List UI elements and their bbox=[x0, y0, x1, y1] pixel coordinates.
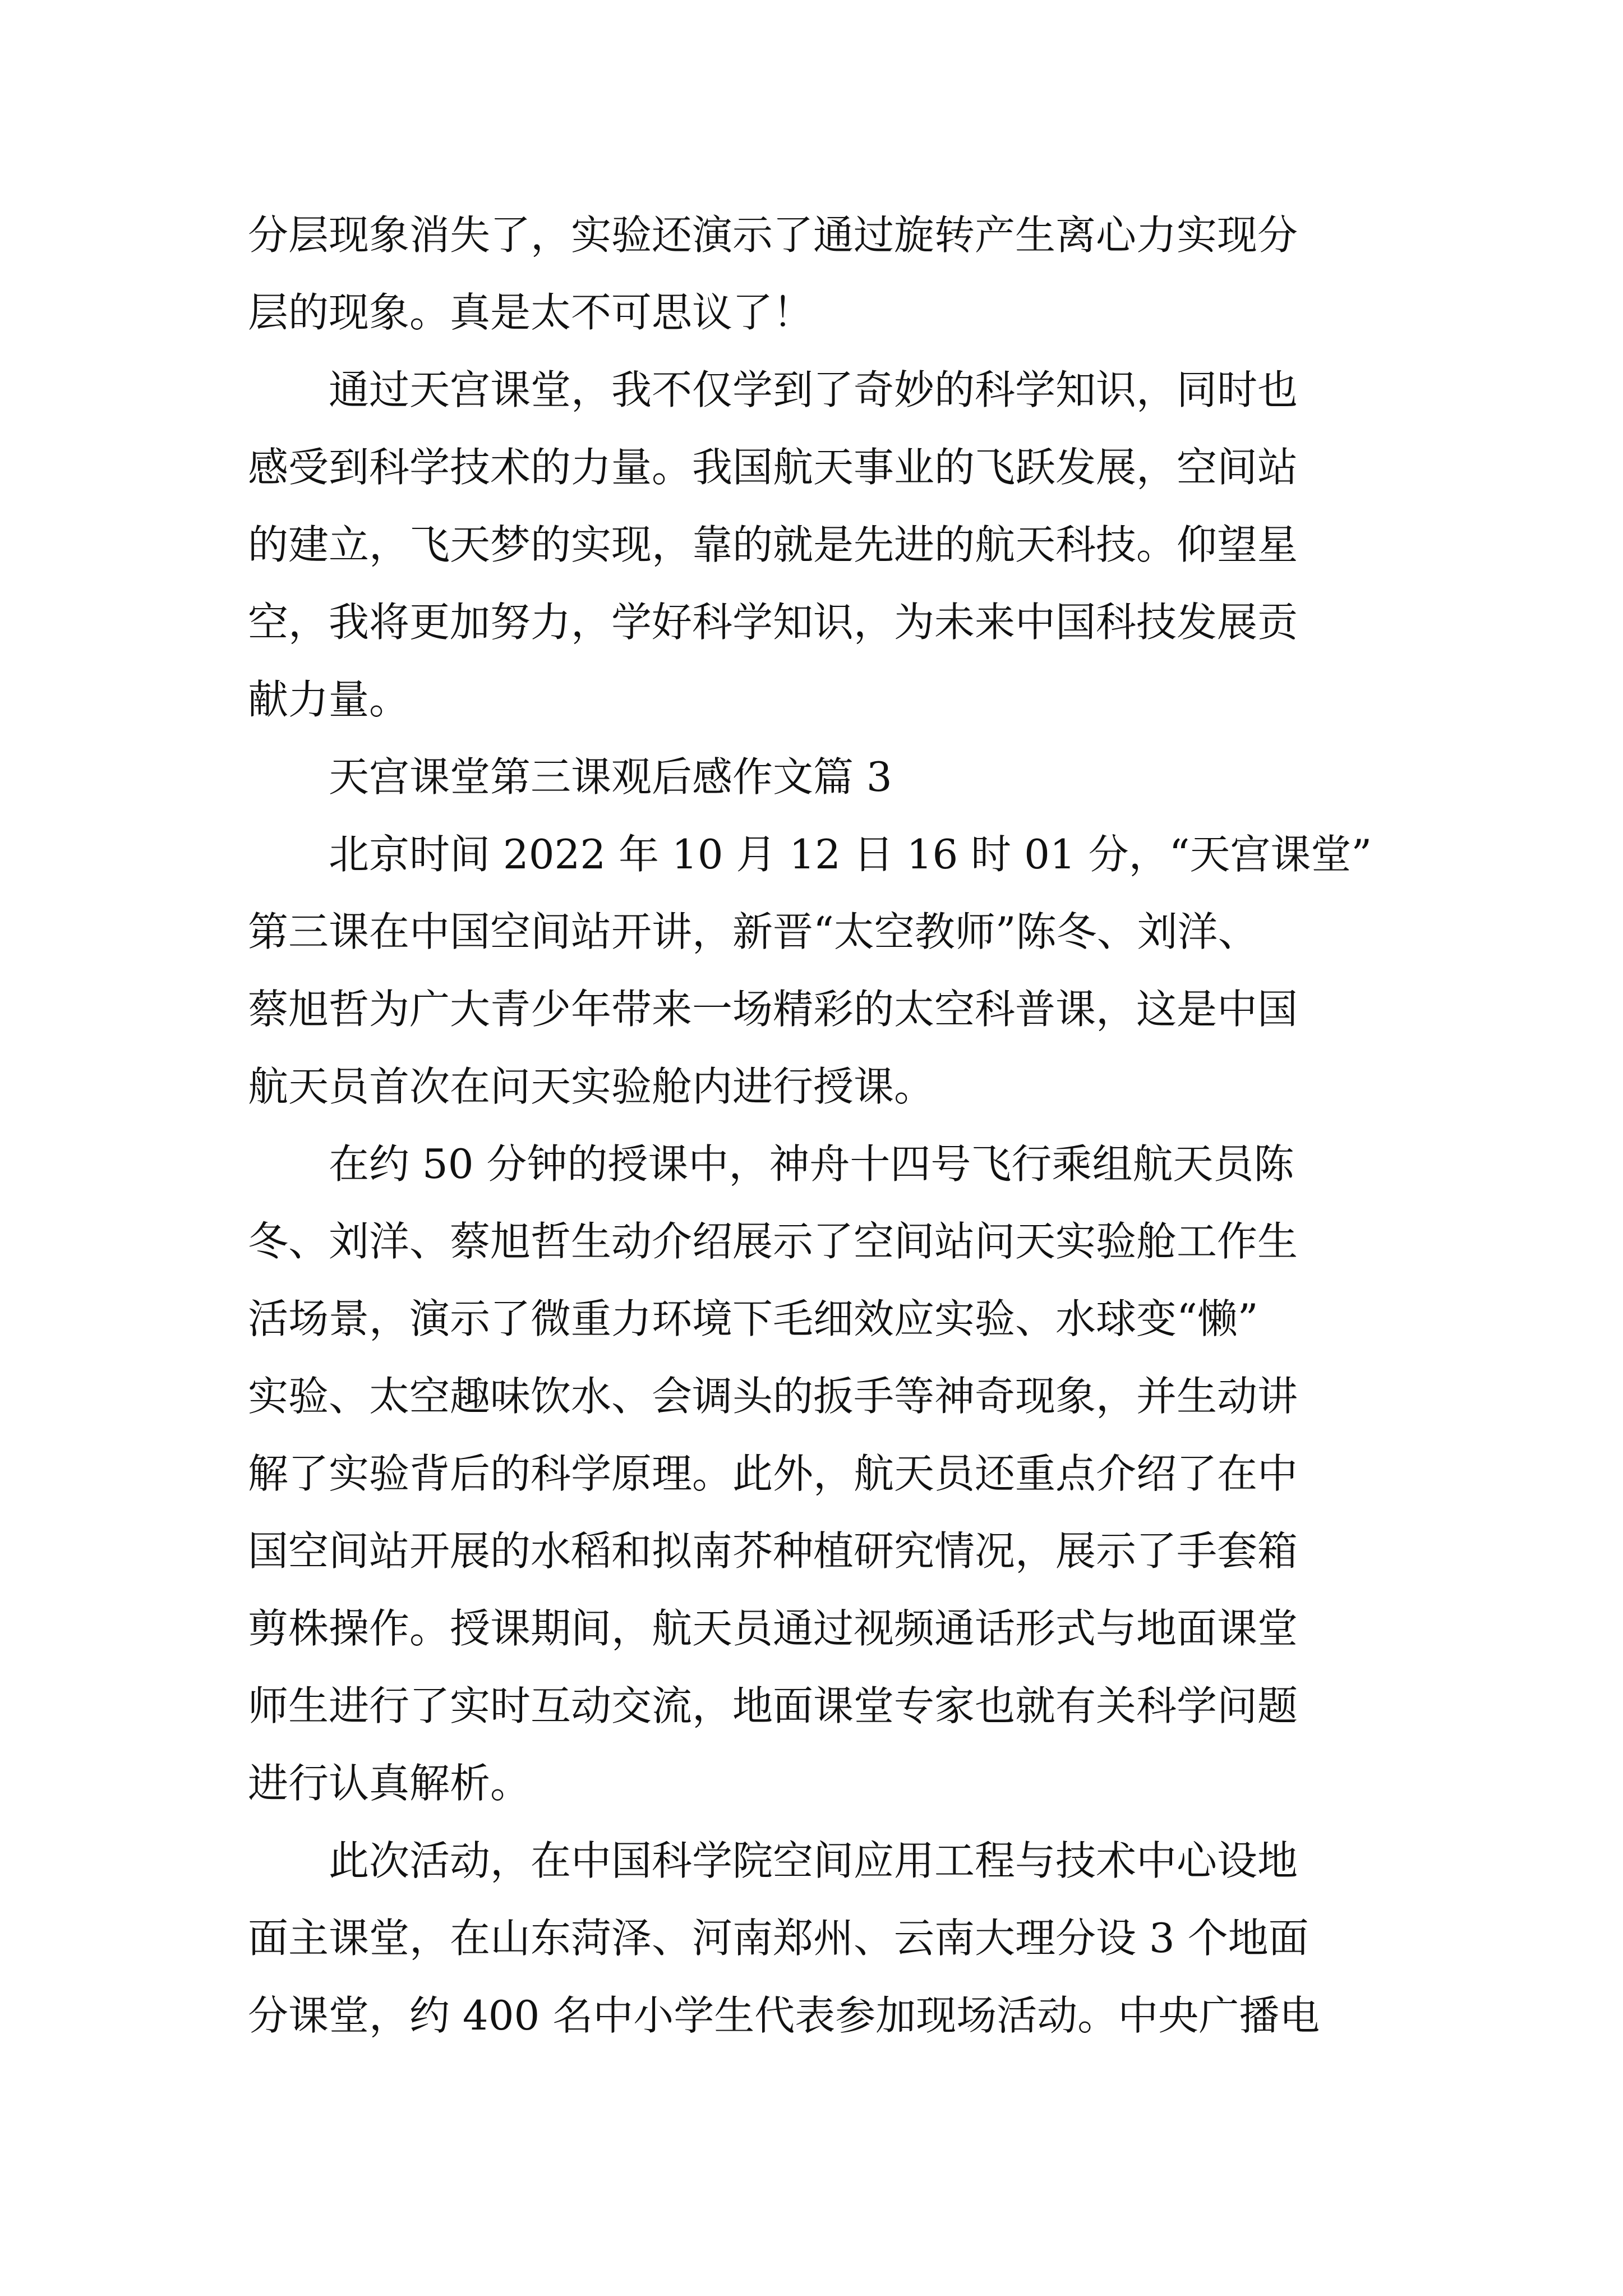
paragraph-line: 分层现象消失了，实验还演示了通过旋转产生离心力实现分 bbox=[248, 211, 1298, 259]
paragraph-line: 分课堂，约 400 名中小学生代表参加现场活动。中央广播电 bbox=[248, 1992, 1320, 2039]
paragraph-line: 冬、刘洋、蔡旭哲生动介绍展示了空间站问天实验舱工作生 bbox=[248, 1218, 1298, 1265]
paragraph-line: 献力量。 bbox=[248, 676, 410, 723]
document-body bbox=[248, 196, 1386, 2054]
paragraph-line: 蔡旭哲为广大青少年带来一场精彩的太空科普课，这是中国 bbox=[248, 986, 1298, 1033]
paragraph-line: 的建立，飞天梦的实现，靠的就是先进的航天科技。仰望星 bbox=[248, 521, 1298, 568]
paragraph-line: 解了实验背后的科学原理。此外，航天员还重点介绍了在中 bbox=[248, 1450, 1298, 1497]
paragraph-line: 师生进行了实时互动交流，地面课堂专家也就有关科学问题 bbox=[248, 1682, 1298, 1729]
paragraph-line: 剪株操作。授课期间，航天员通过视频通话形式与地面课堂 bbox=[248, 1605, 1298, 1652]
paragraph-line: 感受到科学技术的力量。我国航天事业的飞跃发展，空间站 bbox=[248, 444, 1298, 491]
paragraph-line: 此次活动，在中国科学院空间应用工程与技术中心设地 bbox=[329, 1837, 1298, 1884]
paragraph-line: 通过天宫课堂，我不仅学到了奇妙的科学知识，同时也 bbox=[329, 366, 1298, 413]
paragraph-line: 在约 50 分钟的授课中，神舟十四号飞行乘组航天员陈 bbox=[329, 1140, 1294, 1188]
paragraph-line: 面主课堂，在山东菏泽、河南郑州、云南大理分设 3 个地面 bbox=[248, 1915, 1309, 1962]
section-heading: 天宫课堂第三课观后感作文篇 3 bbox=[329, 753, 892, 800]
paragraph-line: 航天员首次在问天实验舱内进行授课。 bbox=[248, 1063, 935, 1110]
paragraph-line: 北京时间 2022 年 10 月 12 日 16 时 01 分，“天宫课堂” bbox=[329, 831, 1372, 878]
paragraph-line: 活场景，演示了微重力环境下毛细效应实验、水球变“懒” bbox=[248, 1295, 1258, 1342]
paragraph-line: 层的现象。真是太不可思议了！ bbox=[248, 289, 814, 336]
paragraph-line: 空，我将更加努力，学好科学知识，为未来中国科技发展贡 bbox=[248, 599, 1298, 646]
paragraph-line: 第三课在中国空间站开讲，新晋“太空教师”陈冬、刘洋、 bbox=[248, 908, 1258, 955]
paragraph-line: 国空间站开展的水稻和拟南芥种植研究情况，展示了手套箱 bbox=[248, 1527, 1298, 1575]
paragraph-line: 实验、太空趣味饮水、会调头的扳手等神奇现象，并生动讲 bbox=[248, 1373, 1298, 1420]
paragraph-line: 进行认真解析。 bbox=[248, 1760, 531, 1807]
